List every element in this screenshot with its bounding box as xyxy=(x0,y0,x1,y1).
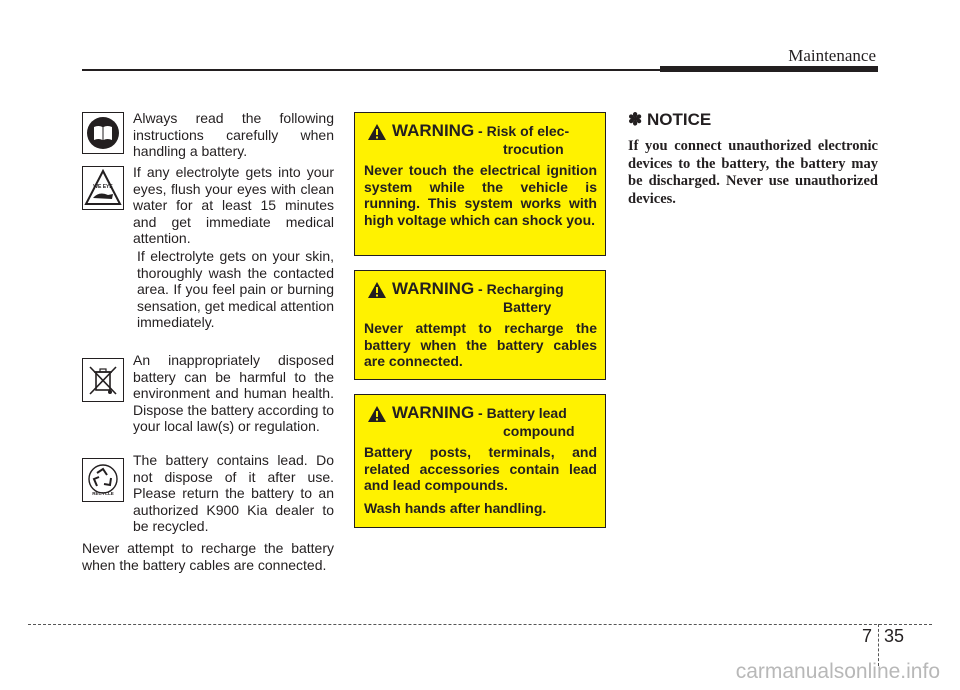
notice-title xyxy=(628,110,711,130)
footer-rule xyxy=(28,624,932,625)
warning-subtitle: Battery lead xyxy=(486,405,567,421)
header-rule xyxy=(82,69,660,71)
eye-wash-icon xyxy=(82,166,124,210)
warning-heading: WARNING - Recharging Battery xyxy=(364,279,597,316)
instruction-text: Always read the following instructions carefully when handling a battery. xyxy=(133,110,334,159)
warning-word: WARNING xyxy=(392,121,475,140)
instruction-item xyxy=(82,452,334,535)
warning-subtitle-cont: Battery xyxy=(503,299,552,315)
section-title: Maintenance xyxy=(788,46,876,65)
warning-box-recharging xyxy=(354,270,606,380)
instruction-text: If electrolyte gets on your skin, thoroughly wash the contacted area. If you feel pain or burning sensation, get medical attention immediately. xyxy=(137,248,334,330)
notice-body: If you connect unauthorized electronic devices to the battery, the battery may be discharged. Never use unauthorized devices. xyxy=(628,138,878,207)
watermark: carmanualsonline.info xyxy=(735,660,940,683)
eye-wash-label: WE EYE xyxy=(93,184,113,190)
recycle-label: RECYCLE xyxy=(92,491,114,496)
page-number: 35 xyxy=(884,626,905,646)
instruction-text: An inappropriately disposed battery can be harmful to the environment and human health. Dispose the battery according to your local law(s) or regulation. xyxy=(133,352,334,434)
warning-subtitle-cont: trocution xyxy=(503,141,564,157)
recycle-icon xyxy=(82,458,124,502)
instruction-item xyxy=(82,164,334,247)
warning-word: WARNING xyxy=(392,403,475,422)
warning-subtitle: Recharging xyxy=(486,281,564,297)
warning-body: Never attempt to recharge the battery when the battery cables are connected. xyxy=(364,320,597,369)
warning-body: Battery posts, terminals, and related accessories contain lead and lead compounds. xyxy=(364,444,597,493)
warning-triangle-icon xyxy=(367,123,387,141)
chapter-number: 7 xyxy=(861,626,872,646)
instruction-text: The battery contains lead. Do not dispose of it after use. Please return the battery to an authorized K900 Kia dealer to be recycled. xyxy=(133,452,334,534)
warning-heading: WARNING - Battery lead compound xyxy=(364,403,597,440)
notice-symbol-icon: ✽ xyxy=(628,110,643,129)
warning-subtitle-cont: compound xyxy=(503,423,575,439)
crossed-out-bin-icon xyxy=(82,358,124,402)
manual-book-icon xyxy=(82,112,124,154)
warning-body: Wash hands after handling. xyxy=(364,499,547,516)
warning-body: Never touch the electrical ignition system while the vehicle is running. This system works with high voltage which can shock you. xyxy=(364,162,597,228)
warning-heading: WARNING - Risk of elec- trocution xyxy=(364,121,597,158)
instruction-item xyxy=(82,110,334,160)
warning-triangle-icon xyxy=(367,281,387,299)
instruction-text: If any electrolyte gets into your eyes, flush your eyes with clean water for at least 15 minutes and get immediate medical attention. xyxy=(133,164,334,246)
instruction-item xyxy=(82,352,334,435)
warning-triangle-icon xyxy=(367,405,387,423)
warning-subtitle: Risk of elec- xyxy=(486,123,570,139)
warning-box-lead-compound xyxy=(354,394,606,528)
notice-title-text: NOTICE xyxy=(646,110,712,129)
closing-text: Never attempt to recharge the battery when the battery cables are connected. xyxy=(82,540,334,573)
warning-box-electrocution xyxy=(354,112,606,256)
instruction-item xyxy=(82,248,334,331)
header-bar xyxy=(660,66,878,72)
warning-word: WARNING xyxy=(392,279,475,298)
